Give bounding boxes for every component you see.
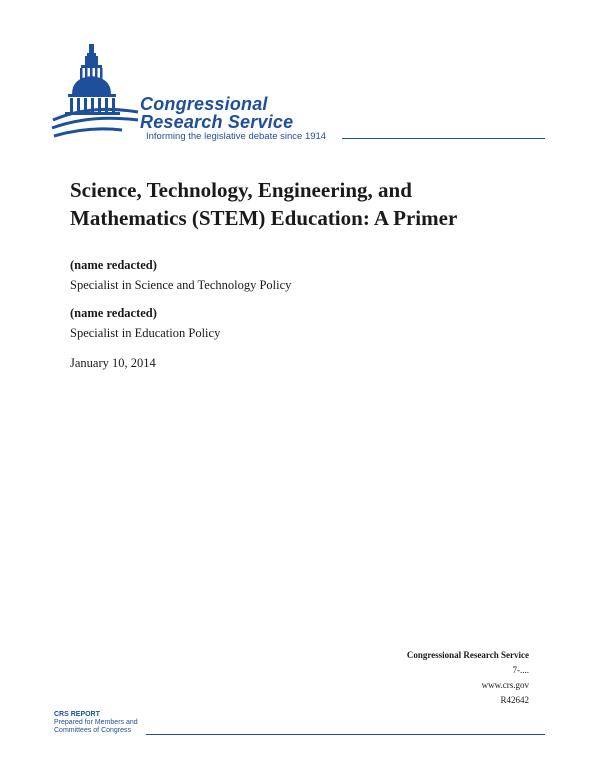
author-name: (name redacted) [70, 306, 157, 320]
footer-line3: Committees of Congress [54, 727, 132, 734]
report-title-line2: Mathematics (STEM) Education: A Primer [70, 206, 458, 230]
report-title-line1: Science, Technology, Engineering, and [70, 178, 412, 202]
logo-title-line1: Congressional [140, 94, 268, 114]
logo-tagline: Informing the legislative debate since 1914 [146, 131, 327, 142]
author-role: Specialist in Science and Technology Policy [70, 278, 292, 292]
author-name: (name redacted) [70, 258, 157, 272]
crs-contact-block [407, 648, 529, 708]
logo-rule [342, 138, 545, 139]
crs-logo [50, 42, 550, 147]
author-block-2 [70, 306, 220, 341]
crs-website: www.crs.gov [481, 680, 529, 690]
author-role: Specialist in Education Policy [70, 326, 221, 340]
footer-label [54, 711, 138, 735]
capitol-dome-icon [50, 42, 142, 142]
footer-crs-report: CRS REPORT [54, 711, 100, 718]
author-block-1 [70, 258, 291, 293]
logo-title-line2: Research Service [140, 112, 294, 132]
report-number: R42642 [500, 695, 529, 705]
footer-rule [146, 734, 545, 735]
footer-line2: Prepared for Members and [54, 719, 138, 726]
crs-org-name: Congressional Research Service [406, 650, 529, 660]
report-date: January 10, 2014 [70, 356, 156, 370]
crs-phone: 7-.... [512, 665, 529, 675]
report-title [70, 176, 540, 232]
